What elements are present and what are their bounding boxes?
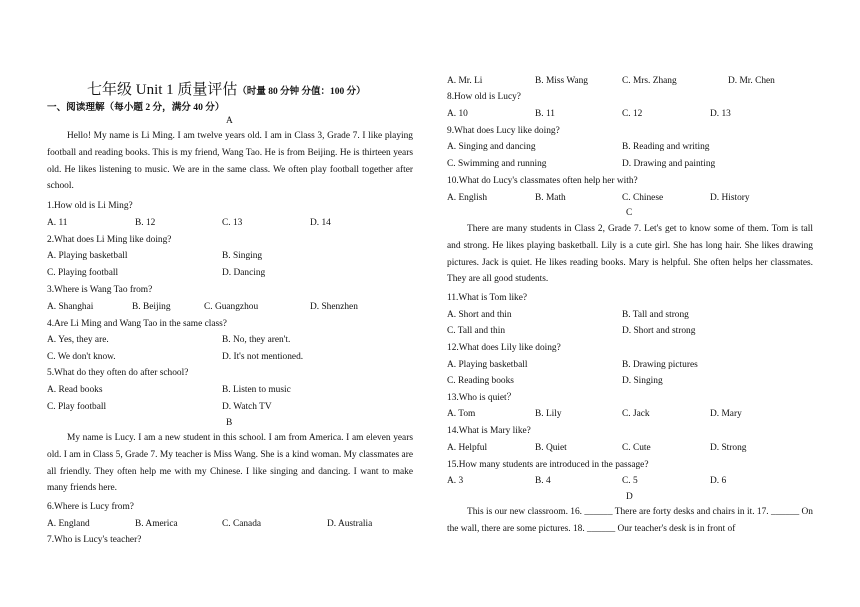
question-3: 3.Where is Wang Tao from? [47, 285, 153, 295]
q14-option-c: C. Cute [622, 443, 651, 453]
q8-option-b: B. 11 [535, 109, 555, 119]
q1-option-a: A. 11 [47, 218, 68, 228]
q4-option-a: A. Yes, they are. [47, 335, 109, 345]
question-5: 5.What do they often do after school? [47, 368, 189, 378]
q3-option-b: B. Beijing [132, 302, 171, 312]
q15-option-c: C. 5 [622, 476, 638, 486]
q5-option-c: C. Play football [47, 402, 107, 412]
question-8: 8.How old is Lucy? [447, 92, 521, 102]
passage-a: Hello! My name is Li Ming. I am twelve years old. I am in Class 3, Grade 7. I like playing football and reading books. This is my friend, Wang Tao. He is from Beijing. He is thirteen years old. He likes listening to music. We are in the same class. We often play football together after school. [47, 131, 413, 192]
q9-option-c: C. Swimming and running [447, 159, 547, 169]
q4-option-b: B. No, they aren't. [222, 335, 291, 345]
q5-option-a: A. Read books [47, 385, 103, 395]
passage-c: There are many students in Class 2, Grade 7. Let's get to know some of them. Tom is tall and strong. He likes playing basketball. Lily is a cute girl. She has long hair. She likes drawing pictures. Jack is quiet. He likes reading books. Mary is helpful. She often helps her classmates. They are all good students. [447, 224, 813, 285]
q7-option-b: B. Miss Wang [535, 76, 588, 86]
passage-d-label: D [626, 492, 633, 502]
q1-option-d: D. 14 [310, 218, 331, 228]
q9-option-d: D. Drawing and painting [622, 159, 716, 169]
q2-option-c: C. Playing football [47, 268, 119, 278]
question-7: 7.Who is Lucy's teacher? [47, 535, 142, 545]
passage-a-label: A [226, 116, 233, 126]
q7-option-a: A. Mr. Li [447, 76, 483, 86]
question-12: 12.What does Lily like doing? [447, 343, 561, 353]
q13-option-c: C. Jack [622, 409, 650, 419]
q14-option-d: D. Strong [710, 443, 747, 453]
q13-option-b: B. Lily [535, 409, 562, 419]
q6-option-d: D. Australia [327, 519, 373, 529]
q10-option-d: D. History [710, 193, 750, 203]
q15-option-a: A. 3 [447, 476, 464, 486]
q7-option-d: D. Mr. Chen [728, 76, 775, 86]
q10-option-b: B. Math [535, 193, 566, 203]
q3-option-c: C. Guangzhou [204, 302, 259, 312]
q2-option-b: B. Singing [222, 251, 263, 261]
passage-b-label: B [226, 418, 233, 428]
q13-option-a: A. Tom [447, 409, 476, 419]
question-15: 15.How many students are introduced in the passage? [447, 460, 649, 470]
q1-option-c: C. 13 [222, 218, 243, 228]
question-14: 14.What is Mary like? [447, 426, 531, 436]
q13-option-d: D. Mary [710, 409, 742, 419]
question-6: 6.Where is Lucy from? [47, 502, 134, 512]
q6-option-c: C. Canada [222, 519, 262, 529]
question-9: 9.What does Lucy like doing? [447, 126, 560, 136]
q3-option-d: D. Shenzhen [310, 302, 358, 312]
q4-option-c: C. We don't know. [47, 352, 116, 362]
q4-option-d: D. It's not mentioned. [222, 352, 304, 362]
q2-option-a: A. Playing basketball [47, 251, 128, 261]
q8-option-c: C. 12 [622, 109, 643, 119]
q10-option-a: A. English [447, 193, 488, 203]
q11-option-c: C. Tall and thin [447, 326, 506, 336]
q11-option-d: D. Short and strong [622, 326, 696, 336]
question-4: 4.Are Li Ming and Wang Tao in the same class? [47, 319, 227, 329]
q8-option-d: D. 13 [710, 109, 731, 119]
q15-option-d: D. 6 [710, 476, 727, 486]
q5-option-d: D. Watch TV [222, 402, 272, 412]
q7-option-c: C. Mrs. Zhang [622, 76, 677, 86]
passage-d: This is our new classroom. 16. ______ There are forty desks and chairs in it. 17. ______ On the wall, there are some pictures. 18. ______ Our teacher's desk is in front of [447, 507, 813, 534]
q14-option-b: B. Quiet [535, 443, 567, 453]
q9-option-a: A. Singing and dancing [447, 142, 536, 152]
q12-option-c: C. Reading books [447, 376, 514, 386]
title-main: 七年级 Unit 1 质量评估 [87, 82, 238, 98]
q10-option-c: C. Chinese [622, 193, 664, 203]
q3-option-a: A. Shanghai [47, 302, 94, 312]
q2-option-d: D. Dancing [222, 268, 266, 278]
q6-option-a: A. England [47, 519, 90, 529]
q1-option-b: B. 12 [135, 218, 156, 228]
question-1: 1.How old is Li Ming? [47, 201, 133, 211]
q15-option-b: B. 4 [535, 476, 551, 486]
question-2: 2.What does Li Ming like doing? [47, 235, 172, 245]
q6-option-b: B. America [135, 519, 178, 529]
q11-option-b: B. Tall and strong [622, 310, 689, 320]
section-heading: 一、阅读理解（每小题 2 分，满分 40 分） [47, 102, 225, 113]
question-13: 13.Who is quiet？ [447, 393, 517, 403]
q12-option-a: A. Playing basketball [447, 360, 528, 370]
q14-option-a: A. Helpful [447, 443, 488, 453]
q8-option-a: A. 10 [447, 109, 468, 119]
q12-option-b: B. Drawing pictures [622, 360, 698, 370]
q9-option-b: B. Reading and writing [622, 142, 710, 152]
page-title [87, 78, 366, 99]
q12-option-d: D. Singing [622, 376, 663, 386]
question-10: 10.What do Lucy's classmates often help her with? [447, 176, 638, 186]
title-meta: （时量 80 分钟 分值：100 分） [237, 87, 366, 97]
q5-option-b: B. Listen to music [222, 385, 291, 395]
passage-b: My name is Lucy. I am a new student in this school. I am from America. I am eleven years old. I am in Class 5, Grade 7. My teacher is Miss Wang. She is a kind woman. My classmates are all friendly. They often help me with my Chinese. I like singing and dancing. I want to make many friends here. [47, 433, 413, 494]
passage-c-label: C [626, 208, 633, 218]
q11-option-a: A. Short and thin [447, 310, 512, 320]
question-11: 11.What is Tom like? [447, 293, 528, 303]
